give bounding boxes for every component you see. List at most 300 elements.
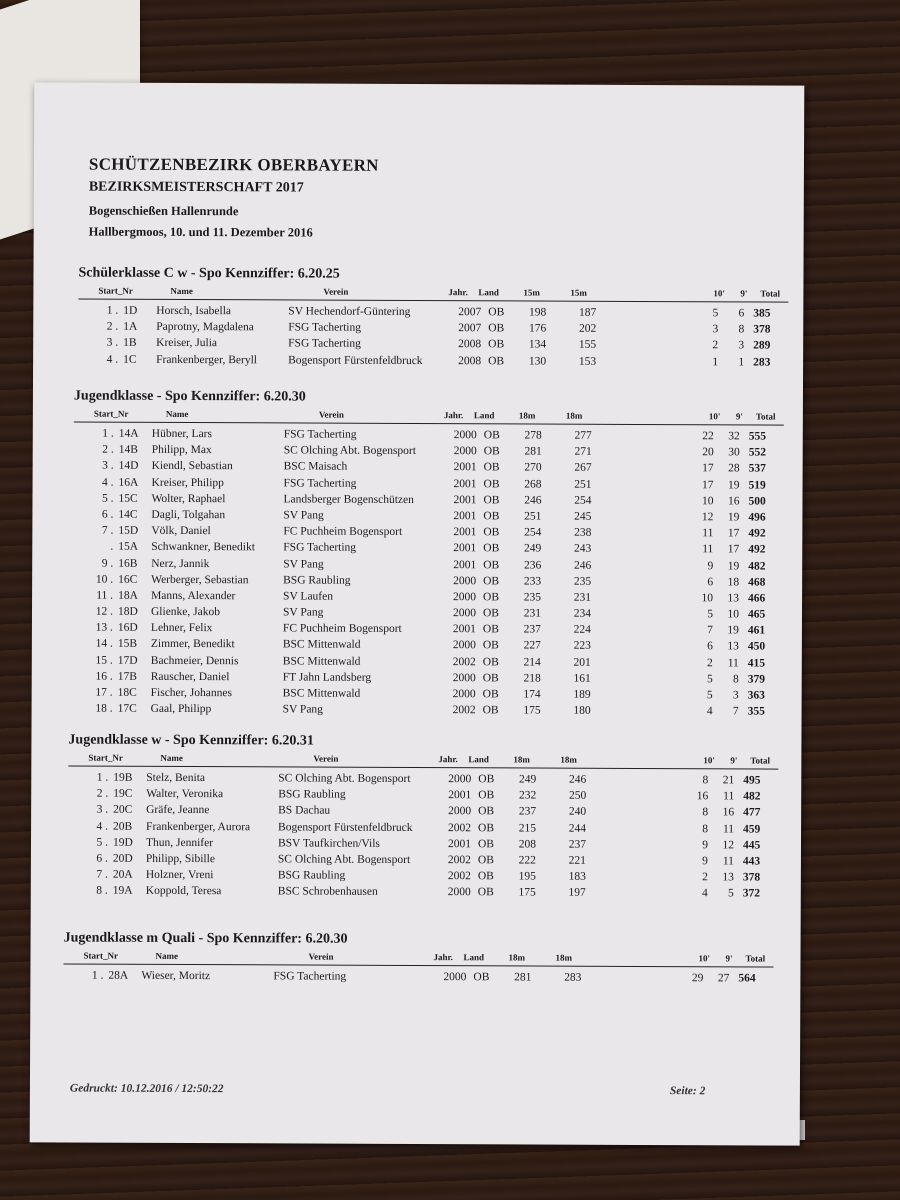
nines-count: 13 bbox=[727, 592, 740, 605]
region: OB bbox=[483, 461, 500, 474]
region: OB bbox=[483, 574, 500, 588]
birth-year: 2007 bbox=[458, 322, 482, 335]
nines-count: 30 bbox=[728, 446, 740, 459]
nines-count: 17 bbox=[727, 543, 740, 556]
round-2-score: 235 bbox=[573, 575, 592, 588]
athlete-name: Fischer, Johannes bbox=[150, 686, 232, 700]
section-title: Schülerklasse C w - Spo Kennziffer: 6.20.25 bbox=[78, 265, 340, 282]
rank: 17 . bbox=[95, 686, 113, 699]
nines-count: 11 bbox=[722, 855, 734, 868]
club-name: Landsberger Bogenschützen bbox=[283, 493, 414, 506]
club-name: BSG Raubling bbox=[277, 869, 346, 882]
round-1-score: 176 bbox=[528, 322, 547, 335]
birth-year: 2001 bbox=[453, 493, 477, 507]
club-name: FSG Tacherting bbox=[283, 428, 357, 441]
total-score: 283 bbox=[753, 356, 771, 369]
round-2-score: 244 bbox=[568, 822, 587, 835]
start-number: 20D bbox=[112, 852, 133, 865]
total-score: 378 bbox=[753, 323, 771, 336]
region: OB bbox=[478, 789, 495, 802]
athlete-name: Bachmeier, Dennis bbox=[150, 654, 239, 667]
round-1-score: 232 bbox=[518, 789, 537, 802]
header-name: Name bbox=[160, 752, 183, 763]
athlete-name: Kreiser, Philipp bbox=[151, 476, 224, 489]
nines-count: 19 bbox=[727, 624, 739, 637]
header-land: Land bbox=[473, 410, 495, 421]
round-1-score: 233 bbox=[523, 575, 542, 588]
tens-count: 6 bbox=[707, 575, 714, 588]
header-jahrgang: Jahr. bbox=[438, 754, 458, 765]
total-score: 355 bbox=[747, 705, 765, 718]
total-score: 459 bbox=[743, 822, 761, 836]
round-1-score: 174 bbox=[523, 688, 541, 701]
start-number: 20A bbox=[112, 868, 133, 881]
tens-count: 12 bbox=[701, 511, 714, 524]
birth-year: 2000 bbox=[447, 886, 471, 899]
athlete-name: Hübner, Lars bbox=[151, 427, 213, 441]
region: OB bbox=[483, 494, 500, 507]
athlete-name: Schwankner, Benedikt bbox=[151, 541, 255, 554]
region: OB bbox=[483, 429, 500, 442]
birth-year: 2000 bbox=[448, 805, 472, 818]
start-number: 14B bbox=[118, 443, 138, 456]
header-nines: 9' bbox=[740, 288, 748, 299]
region: OB bbox=[488, 338, 505, 351]
region: OB bbox=[482, 672, 499, 685]
tens-count: 8 bbox=[702, 806, 709, 819]
start-number: 1D bbox=[123, 304, 138, 317]
rank: 3 . bbox=[96, 803, 109, 817]
region: OB bbox=[482, 688, 499, 701]
region: OB bbox=[477, 838, 495, 851]
region: OB bbox=[477, 870, 494, 883]
rank: 2 . bbox=[102, 443, 114, 456]
tens-count: 22 bbox=[702, 430, 714, 443]
club-name: SV Pang bbox=[283, 509, 324, 522]
header-start-nr: Start_Nr bbox=[88, 752, 123, 763]
region: OB bbox=[483, 558, 500, 571]
result-row bbox=[73, 701, 783, 720]
round-1-score: 249 bbox=[524, 542, 542, 555]
birth-year: 2002 bbox=[447, 854, 471, 867]
region: OB bbox=[483, 445, 500, 458]
total-score: 465 bbox=[747, 608, 766, 621]
region: OB bbox=[477, 854, 494, 867]
total-score: 378 bbox=[742, 871, 761, 884]
venue-line: Hallbergmoos, 10. und 11. Dezember 2016 bbox=[88, 224, 313, 240]
nines-count: 11 bbox=[723, 790, 735, 803]
rank: 1 . bbox=[91, 969, 104, 982]
header-round-1: 18m bbox=[508, 952, 526, 963]
birth-year: 2000 bbox=[453, 429, 477, 442]
start-number: 18A bbox=[118, 589, 138, 602]
results-section bbox=[68, 732, 779, 902]
results-sheet bbox=[30, 82, 805, 1145]
rank: 8 . bbox=[96, 884, 108, 897]
tens-count: 29 bbox=[691, 972, 704, 985]
round-1-score: 236 bbox=[523, 558, 542, 572]
start-number: 17D bbox=[117, 654, 138, 667]
nines-count: 5 bbox=[728, 887, 734, 900]
start-number: 18D bbox=[117, 605, 138, 618]
start-number: 19C bbox=[113, 787, 133, 800]
header-verein: Verein bbox=[323, 286, 349, 297]
round-2-score: 231 bbox=[573, 591, 592, 604]
region: OB bbox=[483, 591, 500, 604]
athlete-name: Koppold, Teresa bbox=[145, 885, 222, 898]
birth-year: 2007 bbox=[458, 306, 482, 319]
nines-count: 19 bbox=[728, 478, 740, 491]
start-number: 18C bbox=[117, 686, 137, 699]
round-2-score: 161 bbox=[573, 672, 591, 685]
club-name: FSG Tacherting bbox=[288, 337, 361, 351]
round-1-score: 278 bbox=[524, 429, 542, 442]
nines-count: 8 bbox=[738, 323, 745, 336]
nines-count: 11 bbox=[727, 656, 739, 670]
total-score: 450 bbox=[747, 640, 766, 653]
print-timestamp: Gedruckt: 10.12.2016 / 12:50:22 bbox=[69, 1082, 224, 1096]
start-number: 19D bbox=[112, 836, 133, 849]
birth-year: 2000 bbox=[452, 688, 476, 701]
start-number: 1A bbox=[123, 320, 138, 333]
round-2-score: 180 bbox=[573, 704, 591, 717]
total-score: 468 bbox=[748, 576, 766, 589]
tens-count: 9 bbox=[702, 855, 708, 868]
rank: 3 . bbox=[102, 459, 114, 473]
rank: 2 . bbox=[106, 320, 119, 333]
region: OB bbox=[488, 354, 505, 367]
club-name: SC Olching Abt. Bogensport bbox=[283, 444, 417, 458]
club-name: FSG Tacherting bbox=[283, 476, 357, 490]
region: OB bbox=[482, 607, 500, 620]
header-land: Land bbox=[463, 952, 485, 963]
club-name: SV Pang bbox=[283, 557, 324, 571]
round-1-score: 270 bbox=[524, 461, 542, 474]
round-1-score: 215 bbox=[518, 822, 537, 835]
round-1-score: 281 bbox=[524, 445, 542, 458]
total-score: 537 bbox=[748, 462, 766, 475]
results-section bbox=[78, 266, 788, 371]
birth-year: 2001 bbox=[453, 477, 477, 490]
club-name: SC Olching Abt. Bogensport bbox=[277, 853, 411, 866]
birth-year: 2000 bbox=[452, 607, 477, 620]
total-score: 289 bbox=[753, 339, 771, 352]
header-round-2: 18m bbox=[555, 952, 573, 963]
tens-count: 11 bbox=[702, 527, 714, 540]
round-1-score: 237 bbox=[523, 623, 541, 636]
round-1-score: 175 bbox=[518, 886, 536, 899]
total-score: 415 bbox=[747, 657, 766, 670]
nines-count: 3 bbox=[738, 339, 745, 352]
birth-year: 2000 bbox=[443, 971, 467, 984]
rank: 18 . bbox=[95, 702, 113, 715]
rank: 10 . bbox=[95, 573, 114, 586]
total-score: 496 bbox=[748, 511, 766, 524]
athlete-name: Gaal, Philipp bbox=[150, 703, 212, 716]
club-name: BSG Raubling bbox=[283, 574, 351, 587]
round-2-score: 246 bbox=[569, 773, 587, 786]
birth-year: 2001 bbox=[453, 461, 477, 474]
athlete-name: Dagli, Tolgahan bbox=[151, 508, 226, 522]
start-number: 15B bbox=[117, 638, 138, 651]
start-number: 16D bbox=[117, 621, 138, 635]
header-verein: Verein bbox=[308, 951, 334, 962]
birth-year: 2000 bbox=[453, 574, 477, 587]
tens-count: 2 bbox=[702, 871, 708, 884]
region: OB bbox=[482, 655, 499, 668]
tens-count: 4 bbox=[702, 887, 708, 900]
round-2-score: 243 bbox=[574, 542, 592, 556]
region: OB bbox=[488, 322, 505, 335]
tens-count: 10 bbox=[701, 494, 714, 508]
tens-count: 11 bbox=[702, 543, 714, 556]
nines-count: 1 bbox=[738, 355, 745, 368]
athlete-name: Völk, Daniel bbox=[151, 524, 211, 538]
region: OB bbox=[477, 886, 494, 899]
tens-count: 5 bbox=[706, 689, 713, 702]
round-1-score: 208 bbox=[518, 838, 537, 851]
club-name: SV Pang bbox=[282, 703, 323, 716]
start-number: 16C bbox=[118, 573, 138, 586]
round-2-score: 224 bbox=[573, 623, 591, 637]
rank: 6 . bbox=[101, 508, 114, 521]
round-2-score: 155 bbox=[578, 339, 597, 352]
region: OB bbox=[478, 821, 495, 834]
birth-year: 2002 bbox=[452, 704, 476, 717]
birth-year: 2001 bbox=[448, 789, 472, 802]
round-2-score: 187 bbox=[579, 306, 597, 319]
total-score: 477 bbox=[743, 806, 761, 819]
header-round-2: 15m bbox=[570, 287, 587, 298]
nines-count: 7 bbox=[732, 705, 739, 718]
region: OB bbox=[488, 306, 505, 319]
rank: 4 . bbox=[106, 353, 119, 366]
total-score: 555 bbox=[748, 430, 767, 443]
round-1-score: 231 bbox=[523, 607, 542, 620]
start-number: 20B bbox=[113, 820, 133, 833]
nines-count: 12 bbox=[722, 839, 735, 852]
document-header bbox=[89, 155, 379, 241]
club-name: BSV Taufkirchen/Vils bbox=[277, 837, 380, 850]
header-verein: Verein bbox=[313, 753, 339, 764]
header-nines: 9' bbox=[725, 953, 733, 964]
tens-count: 8 bbox=[702, 774, 709, 787]
birth-year: 2001 bbox=[452, 623, 476, 636]
round-1-score: 214 bbox=[523, 656, 541, 669]
total-score: 519 bbox=[748, 479, 766, 492]
club-name: SV Pang bbox=[282, 606, 324, 619]
region: OB bbox=[483, 477, 500, 490]
birth-year: 2000 bbox=[453, 591, 477, 604]
birth-year: 2001 bbox=[453, 542, 477, 555]
start-number: 1C bbox=[123, 353, 137, 366]
region: OB bbox=[483, 542, 500, 555]
rank: 2 . bbox=[96, 787, 109, 800]
birth-year: 2008 bbox=[458, 338, 482, 351]
total-score: 482 bbox=[743, 790, 761, 803]
start-number: 17B bbox=[117, 670, 137, 683]
athlete-name: Zimmer, Benedikt bbox=[150, 638, 235, 651]
header-tens: 10' bbox=[713, 288, 725, 299]
athlete-name: Frankenberger, Aurora bbox=[146, 820, 251, 833]
rank: . bbox=[110, 540, 114, 553]
club-name: FC Puchheim Bogensport bbox=[283, 525, 403, 539]
header-round-2: 18m bbox=[565, 410, 583, 421]
start-number: 19B bbox=[113, 771, 133, 784]
birth-year: 2002 bbox=[447, 870, 471, 883]
rank: 9 . bbox=[101, 557, 114, 570]
tens-count: 17 bbox=[702, 462, 714, 475]
round-2-score: 189 bbox=[573, 688, 591, 701]
rank: 11 . bbox=[96, 589, 114, 602]
header-jahrgang: Jahr. bbox=[433, 952, 453, 963]
athlete-name: Gräfe, Jeanne bbox=[146, 804, 210, 817]
total-score: 363 bbox=[747, 689, 765, 702]
round-1-score: 237 bbox=[518, 805, 537, 818]
rank: 6 . bbox=[96, 852, 108, 865]
nines-count: 3 bbox=[732, 689, 739, 702]
club-name: BSC Maisach bbox=[283, 460, 348, 474]
round-2-score: 201 bbox=[573, 656, 591, 669]
start-number: 17C bbox=[117, 702, 137, 715]
tens-count: 9 bbox=[707, 559, 714, 572]
athlete-name: Wolter, Raphael bbox=[151, 492, 226, 505]
region: OB bbox=[483, 510, 500, 523]
athlete-name: Philipp, Sibille bbox=[145, 852, 215, 866]
round-2-score: 153 bbox=[578, 355, 597, 368]
club-name: BSC Mittenwald bbox=[282, 638, 361, 652]
header-start-nr: Start_Nr bbox=[93, 408, 129, 419]
total-score: 492 bbox=[748, 543, 766, 556]
birth-year: 2000 bbox=[452, 671, 476, 685]
nines-count: 32 bbox=[728, 430, 740, 443]
tens-count: 7 bbox=[707, 624, 713, 637]
round-2-score: 283 bbox=[564, 971, 582, 984]
header-name: Name bbox=[165, 408, 189, 420]
athlete-name: Kreiser, Julia bbox=[156, 337, 218, 350]
rank: 12 . bbox=[95, 605, 114, 618]
round-2-score: 254 bbox=[574, 494, 592, 507]
club-name: FSG Tacherting bbox=[288, 321, 362, 334]
athlete-name: Manns, Alexander bbox=[151, 589, 236, 603]
club-name: BSC Mittenwald bbox=[282, 687, 361, 700]
nines-count: 28 bbox=[728, 462, 740, 475]
rank: 5 . bbox=[96, 836, 109, 849]
total-score: 552 bbox=[748, 446, 766, 459]
club-name: FC Puchheim Bogensport bbox=[282, 622, 402, 636]
result-row bbox=[63, 967, 773, 986]
athlete-name: Stelz, Benita bbox=[146, 771, 206, 785]
athlete-name: Wieser, Moritz bbox=[141, 969, 211, 983]
round-2-score: 221 bbox=[568, 854, 586, 867]
round-2-score: 246 bbox=[573, 559, 592, 572]
header-jahrgang: Jahr. bbox=[443, 410, 464, 421]
club-name: SV Laufen bbox=[283, 590, 334, 603]
header-start-nr: Start_Nr bbox=[83, 950, 119, 961]
nines-count: 16 bbox=[722, 806, 735, 819]
document-title: SCHÜTZENBEZIRK OBERBAYERN bbox=[88, 154, 379, 175]
birth-year: 2000 bbox=[453, 445, 477, 458]
round-2-score: 238 bbox=[574, 526, 592, 539]
rank: 1 . bbox=[102, 427, 114, 440]
round-1-score: 222 bbox=[518, 854, 536, 867]
birth-year: 2008 bbox=[458, 354, 482, 367]
header-total: Total bbox=[755, 411, 776, 422]
birth-year: 2002 bbox=[452, 655, 476, 668]
birth-year: 2001 bbox=[453, 510, 477, 523]
nines-count: 13 bbox=[727, 640, 739, 653]
club-name: SV Hechendorf-Güntering bbox=[288, 305, 411, 318]
header-nines: 9' bbox=[735, 411, 743, 422]
total-score: 564 bbox=[738, 972, 756, 985]
round-1-score: 195 bbox=[518, 870, 536, 883]
results-section bbox=[63, 930, 773, 986]
rank: 4 . bbox=[102, 476, 114, 489]
club-name: Bogensport Fürstenfeldbruck bbox=[288, 353, 423, 367]
tens-count: 5 bbox=[707, 608, 714, 621]
nines-count: 17 bbox=[727, 527, 740, 540]
rank: 5 . bbox=[101, 492, 114, 505]
tens-count: 1 bbox=[712, 355, 719, 368]
start-number: 16B bbox=[118, 557, 138, 570]
start-number: 15C bbox=[118, 492, 138, 505]
rank: 1 . bbox=[106, 304, 119, 317]
round-1-score: 134 bbox=[528, 338, 547, 351]
region: OB bbox=[482, 704, 499, 717]
rank: 13 . bbox=[95, 621, 113, 634]
total-score: 495 bbox=[743, 774, 761, 787]
athlete-name: Paprotny, Magdalena bbox=[156, 321, 254, 334]
start-number: 14D bbox=[118, 460, 139, 473]
round-2-score: 271 bbox=[574, 445, 592, 458]
rank: 1 . bbox=[96, 771, 109, 784]
start-number: 14C bbox=[118, 508, 138, 521]
athlete-name: Frankenberger, Beryll bbox=[156, 353, 258, 366]
header-name: Name bbox=[170, 285, 193, 297]
club-name: BSC Mittenwald bbox=[282, 655, 361, 668]
round-2-score: 250 bbox=[568, 789, 587, 802]
total-score: 443 bbox=[742, 855, 761, 868]
nines-count: 21 bbox=[722, 774, 735, 787]
round-2-score: 277 bbox=[574, 429, 592, 442]
tens-count: 6 bbox=[707, 640, 713, 653]
tens-count: 10 bbox=[701, 592, 714, 605]
total-score: 492 bbox=[748, 527, 766, 540]
round-1-score: 235 bbox=[523, 591, 542, 604]
round-2-score: 237 bbox=[568, 838, 587, 851]
header-verein: Verein bbox=[318, 409, 344, 420]
nines-count: 19 bbox=[727, 559, 740, 572]
club-name: FSG Tacherting bbox=[283, 541, 357, 555]
round-1-score: 130 bbox=[528, 355, 547, 368]
club-name: Bogensport Fürstenfeldbruck bbox=[278, 820, 413, 834]
athlete-name: Kiendl, Sebastian bbox=[151, 460, 233, 473]
nines-count: 19 bbox=[727, 511, 740, 524]
region: OB bbox=[473, 971, 490, 984]
result-row bbox=[68, 883, 778, 902]
athlete-name: Philipp, Max bbox=[151, 444, 212, 457]
header-land: Land bbox=[468, 754, 489, 765]
tens-count: 2 bbox=[712, 339, 719, 352]
round-2-score: 223 bbox=[573, 640, 591, 653]
round-1-score: 281 bbox=[514, 971, 532, 984]
rank: 7 . bbox=[101, 524, 114, 537]
round-1-score: 246 bbox=[524, 494, 542, 507]
page-number: Seite: 2 bbox=[669, 1085, 706, 1098]
section-title: Jugendklasse w - Spo Kennziffer: 6.20.31 bbox=[68, 732, 314, 749]
tens-count: 9 bbox=[702, 838, 709, 852]
round-2-score: 197 bbox=[568, 886, 586, 900]
